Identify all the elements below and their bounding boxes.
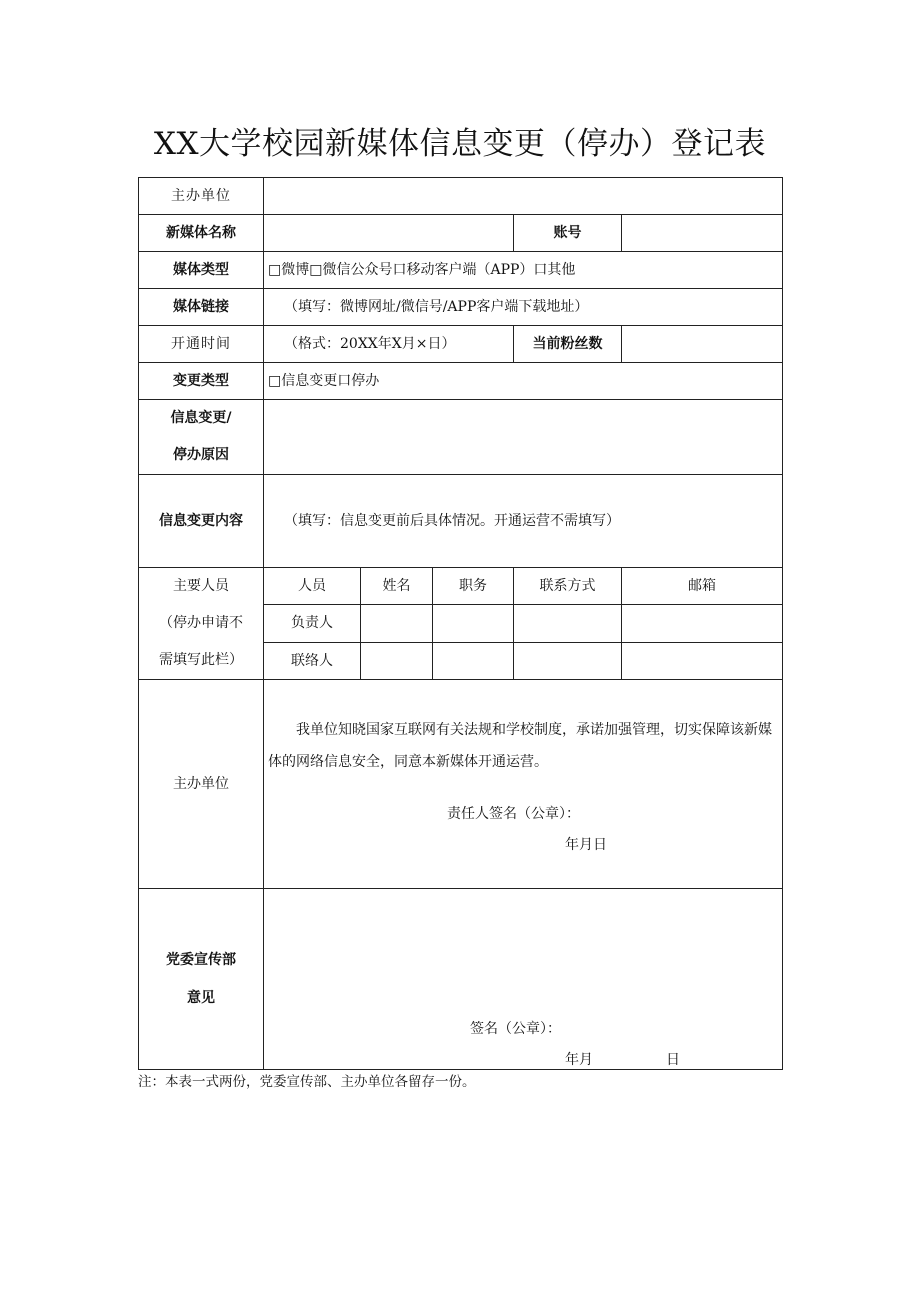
media-name-field[interactable] [264,215,514,252]
party-signature-label[interactable]: 签名（公章）： [470,1021,561,1037]
personnel-contact-field[interactable] [514,605,622,642]
open-time-field[interactable]: （格式：20XX年X月×日） [264,326,514,363]
personnel-email-field[interactable] [622,642,783,679]
host-unit-field[interactable] [264,178,783,215]
change-type-label: 变更类型 [139,363,264,400]
personnel-label [139,568,264,680]
col-header-email: 邮箱 [622,568,783,605]
row-host-commitment [139,680,783,889]
open-time-label: 开通时间 [139,326,264,363]
col-header-role: 人员 [264,568,361,605]
host-unit-label: 主办单位 [139,178,264,215]
account-field[interactable] [622,215,783,252]
commitment-paragraph: 我单位知晓国家互联网有关法规和学校制度，承诺加强管理，切实保障该新媒体的网络信息安全，同意本新媒体开通运营。 [268,722,772,770]
footnote: 注：本表一式两份，党委宣传部、主办单位各留存一份。 [138,1074,476,1090]
media-link-label: 媒体链接 [139,289,264,326]
personnel-position-field[interactable] [433,605,514,642]
media-link-field[interactable]: （填写：微博网址/微信号/APP客户端下载地址） [264,289,783,326]
personnel-role: 联络人 [264,642,361,679]
row-media-name [139,215,783,252]
personnel-email-field[interactable] [622,605,783,642]
reason-label-line2: 停办原因 [173,447,229,463]
host-commit-label: 主办单位 [139,680,264,889]
row-change-type [139,363,783,400]
responsible-signature-label[interactable]: 责任人签名（公章）： [447,806,580,822]
account-label: 账号 [514,215,622,252]
row-media-link [139,289,783,326]
personnel-name-field[interactable] [361,605,433,642]
row-change-content [139,475,783,568]
change-type-options[interactable]: □信息变更口停办 [264,363,783,400]
party-opinion-cell [264,889,783,1070]
reason-label-line1: 信息变更/ [170,410,232,426]
reason-field[interactable] [264,400,783,475]
commit-date[interactable]: 年月日 [565,837,607,853]
personnel-name-field[interactable] [361,642,433,679]
registration-form-table [138,177,783,1070]
personnel-header-row [139,568,783,605]
personnel-label-line3: 需填写此栏） [159,652,243,668]
fans-count-field[interactable] [622,326,783,363]
party-opinion-label-line1: 党委宣传部 [166,952,236,968]
media-type-options[interactable]: □微博□微信公众号口移动客户端（APP）口其他 [264,252,783,289]
page-title: XX大学校园新媒体信息变更（停办）登记表 [153,126,767,162]
media-type-label: 媒体类型 [139,252,264,289]
host-commit-cell [264,680,783,889]
party-date-ym[interactable]: 年月 [565,1052,593,1068]
row-open-time [139,326,783,363]
change-content-label: 信息变更内容 [139,475,264,568]
personnel-role: 负责人 [264,605,361,642]
change-content-field[interactable]: （填写：信息变更前后具体情况。开通运营不需填写） [264,475,783,568]
media-name-label: 新媒体名称 [139,215,264,252]
party-opinion-label [139,889,264,1070]
personnel-contact-field[interactable] [514,642,622,679]
personnel-label-line1: 主要人员 [173,578,229,594]
party-date-day[interactable]: 日 [666,1052,680,1068]
personnel-label-line2: （停办申请不 [159,615,243,631]
personnel-position-field[interactable] [433,642,514,679]
col-header-name: 姓名 [361,568,433,605]
reason-label [139,400,264,475]
fans-count-label: 当前粉丝数 [514,326,622,363]
col-header-contact: 联系方式 [514,568,622,605]
row-party-opinion [139,889,783,1070]
row-host-unit [139,178,783,215]
row-reason [139,400,783,475]
party-opinion-label-line2: 意见 [187,990,215,1006]
row-media-type [139,252,783,289]
col-header-position: 职务 [433,568,514,605]
